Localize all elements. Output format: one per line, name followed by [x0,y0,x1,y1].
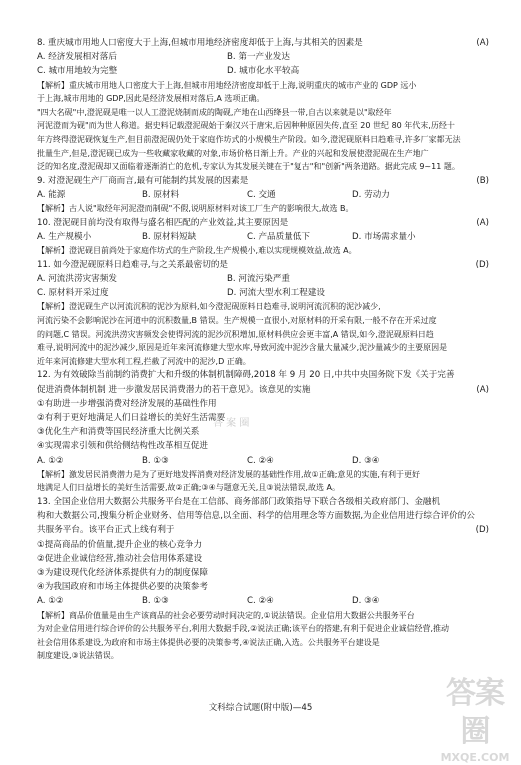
question-9 [37,174,489,188]
choice-option: A. 河流洪涝灾害频发 [37,273,117,284]
explanation-q13 [37,609,489,663]
option-row [37,188,489,202]
choice-option: D. ③④ [352,455,380,466]
choice-row [37,594,489,608]
question-stem-row [37,174,489,188]
choice-option: C. 原材料开采过度 [37,288,109,299]
question-stem-row [37,216,489,230]
explanation-line: 为对企业信用进行综合评价的公共服务平台,利用大数据手段,②说法正确;该平台的搭建,有利于促进企业诚信经营,推动 [37,624,450,634]
option-row [37,286,489,300]
question-stem-row [37,509,489,523]
option-row [37,230,489,244]
option-row [37,411,489,425]
explanation-line: 河流污染不会影响泥沙在河道中的沉积数量,B 错误。生产规模一直很小,对原材料的开采有限,一般不存在开采过度 [37,315,437,325]
choice-option: B. 河流污染严重 [227,273,290,284]
question-stem-line: 构和大数据公司,搜集分析企业财务、信用等信息,以全面、科学的信用理念等方面数据,为企业信用进行综合评价的公 [37,511,475,522]
answer-key: (B) [476,175,489,186]
statement-option: ①提高商品的价值量,提升企业的核心竞争力 [37,539,203,550]
answer-key: (A) [476,384,489,395]
option-row [37,397,489,411]
question-stem-row [37,523,489,537]
choice-option: D. ③④ [352,596,380,607]
answer-key: (A) [476,217,489,228]
statement-option: ②促进企业诚信经营,推动社会信用体系建设 [37,553,203,564]
choice-option: C. 产品质量低下 [247,231,311,242]
choice-option: A. ①② [37,596,64,607]
explanation-line: 的问题,C 错误。河流洪涝灾害频发会使得河流的泥沙沉积增加,原材料供应会更丰富,A 错误,如今,澄泥砚原料日趋 [37,329,434,339]
choice-option: A. ①② [37,455,64,466]
statement-option: ②有利于更好地满足人们日益增长的美好生活需要 [37,412,226,423]
explanation-line: 制度建设,③说法错误。 [37,651,119,661]
explanation-line: 【解析】重庆城市用地人口密度大于上海,但城市用地经济密度却低于上海,说明重庆的城市产业的 GDP 远小 [37,80,417,90]
choice-option: D. 市场需求量小 [352,231,416,242]
choice-option: C. ②④ [247,596,274,607]
option-row [37,552,489,566]
answer-key: (D) [475,525,489,536]
explanation-line: 近年来河流修建大型水利工程,拦截了河流中的泥沙,D 正确。 [37,356,251,366]
explanation-line: 难寻,说明河流中的泥沙减少,原因是近年来河流修建大型水库,导致河流中泥沙含量大量减少,泥沙量减少的主要原因是 [37,343,448,353]
choice-row [37,454,489,468]
question-13 [37,495,489,538]
explanation-line: 泛的知名度,澄泥砚却又面临着逐渐消亡的危机,专家认为其发展关键在于"复古"和"创新"两条道路。据此完成 9~11 题。 [37,162,460,172]
choice-option: B. ①③ [142,455,169,466]
explanation-line: 于上海,城市用地的 GDP,因此是经济发展相对落后,A 选项正确。 [37,94,265,104]
explanation-q8 [37,79,489,174]
choice-option: A. 经济发展相对落后 [37,52,117,63]
question-stem-line: 促进消费体制机制 进一步激发居民消费潜力的若干意见》。该意见的实施 [37,384,311,395]
question-stem-line: 13. 全国企业信用大数据公共服务平台是在工信部、商务部部门政策指导下联合各级相关政府部门、金融机 [37,496,441,507]
explanation-line: "四大名砚"中,澄泥砚是唯一以人工澄泥烧制而成的陶砚,产地在山西绛县一带,自古以来就是以"取经年 [37,107,392,117]
option-row [37,538,489,552]
question-8 [37,36,489,50]
site-watermark-logo [435,675,515,764]
explanation-line: 批量生产,但是,澄泥砚已成为一些收藏家收藏的对象,市场价格日渐上升。产业的兴起和发展使澄泥砚在生产地广 [37,148,429,158]
statement-option: ③优化生产和消费等国民经济重大比例关系 [37,427,200,438]
choice-option: C. 交通 [247,189,276,200]
explanation-line: 年方终得澄泥砚恢复生产,但目前澄泥砚仍处于家庭作坊式的小规模生产阶段。如今,澄泥砚原料日趋难寻,许多厂家都无法 [37,134,461,144]
explanation-line: 【解析】古人说"取经年河泥澄而制砚"不假,说明原材料对该工厂生产的影响很大,故选 B。 [37,204,354,214]
explanation-line: 【解析】澄泥砚目前尚处于家庭作坊式的生产阶段,生产规模小,难以实现规模效益,故选 A。 [37,246,357,256]
question-stem-row [37,36,489,50]
choice-option: B. ①③ [142,596,169,607]
page-content [37,36,489,663]
question-stem-row [37,383,489,397]
choice-option: A. 能源 [37,189,66,200]
option-row [37,566,489,580]
question-stem: 11. 如今澄泥砚原料日趋难寻,与之关系最密切的是 [37,259,229,270]
choice-option: D. 河流大型水利工程建设 [227,288,326,299]
option-row [37,580,489,594]
option-row [37,272,489,286]
explanation-line: 【解析】澄泥砚生产以河流沉积的泥沙为原料,如今澄泥砚原料日趋难寻,说明河流沉积的泥沙减少, [37,302,381,312]
center-watermark: 答 案 圈 [213,418,250,429]
explanation-q12 [37,468,489,495]
question-stem: 8. 重庆城市用地人口密度大于上海,但城市用地经济密度却低于上海,与其相关的因素是 [37,38,363,48]
explanation-line: 地满足人们日益增长的美好生活需要,故②正确;③④与题意无关,且③说法错误,故选 A。 [37,483,341,493]
choice-option: D. 劳动力 [352,189,390,200]
question-stem: 10. 澄泥砚目前均没有取得与盛名相匹配的产业效益,其主要原因是 [37,217,289,228]
question-stem-row [37,258,489,272]
question-stem: 9. 对澄泥砚生产厂商而言,最有可能制约其发展的因素是 [37,175,249,186]
choice-option: B. 原材料 [142,189,180,200]
statement-option: ④实现需求引领和供给侧结构性改革相互促进 [37,441,208,452]
question-stem-line: 12. 为有效破除当前制约消费扩大和升级的体制机制障碍,2018 年 9 月 20 日,中共中央国务院下发《关于完善 [37,370,455,381]
explanation-line: 【解析】激发居民消费潜力是为了更好地发挥消费对经济发展的基础性作用,故①正确;意见的实施,有利于更好 [37,469,420,479]
answer-key: (A) [476,38,489,48]
explanation-line: 河泥澄而为砚"而为世人称道。据史料记载澄泥砚始于秦汉兴于唐宋,后因种种原因失传,直至 20 世纪 80 年代末,历经十 [37,121,455,131]
option-row [37,50,489,64]
statement-option: ③为建设现代化经济体系提供有力的制度保障 [37,567,208,578]
choice-option: B. 第一产业发达 [227,52,290,63]
statement-option: ①有助进一步增强消费对经济发展的基础性作用 [37,398,217,409]
explanation-line: 【解析】商品价值量是由生产该商品的社会必要劳动时间决定的,①说法错误。企业信用大数据公共服务平台 [37,610,415,620]
question-10 [37,216,489,230]
choice-option: D. 城市化水平较高 [227,66,300,77]
explanation-q11 [37,300,489,368]
question-11 [37,258,489,272]
statement-option: ④为我国政府和市场主体提供必要的决策参考 [37,582,208,593]
question-stem-line: 共服务平台。该平台正式上线有利于 [37,525,175,536]
explanation-q9 [37,202,489,216]
question-stem-row [37,368,489,382]
watermark-title: 答案圈 [446,676,504,749]
question-stem-row [37,495,489,509]
choice-option: C. ②④ [247,455,274,466]
watermark-url: MXQE.COM [440,751,510,764]
explanation-line: 社会信用体系建设,为政府和市场主体提供必要的决策参考,④说法正确,入选。公共服务平台建设是 [37,637,380,647]
page-footer: 文科综合试题(附中版)—45 [208,703,313,713]
option-row [37,64,489,78]
choice-option: B. 原材料短缺 [142,231,197,242]
option-row [37,425,489,439]
question-12 [37,368,489,396]
choice-option: A. 生产规模小 [37,231,92,242]
option-row [37,439,489,453]
choice-option: C. 城市用地较为完整 [37,66,118,77]
explanation-q10 [37,244,489,258]
answer-key: (D) [475,259,489,270]
